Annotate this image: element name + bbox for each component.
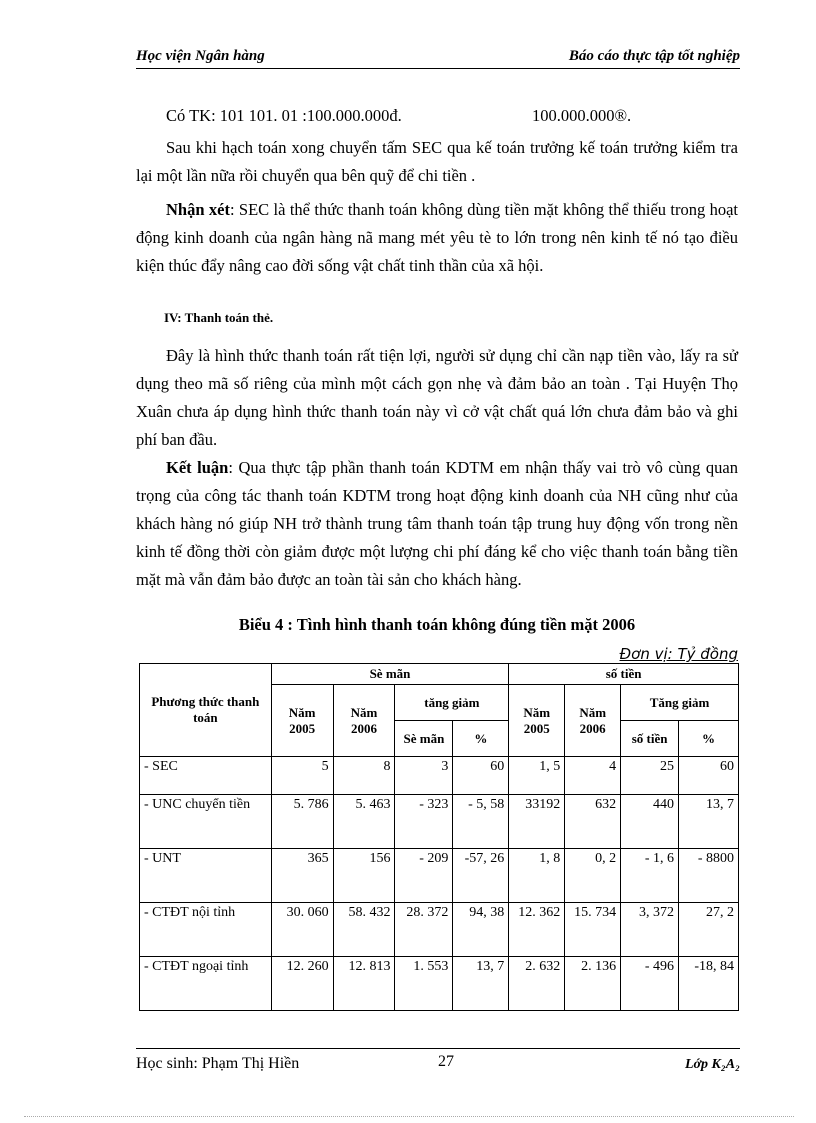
table-row [140,957,739,1011]
cell: 58. 432 [333,903,395,957]
page-number: 27 [438,1053,454,1070]
paragraph-remark [136,196,738,280]
cell: 15. 734 [565,903,621,957]
remark-text: : SEC là thể thức thanh toán không dùng tiền mặt không thể thiếu trong hoạt động kinh doanh của ngân hàng nã mang mét yêu tè to lớn trong nên kinh tế nó tạo điều kiện thúc đẩy nâng cao đời sống vật chất tinh thần của xã hội. [136,200,738,275]
cell: 60 [679,757,739,795]
cell: 13, 7 [679,795,739,849]
header-institution: Học viện Ngân hàng [136,48,265,64]
cell: - 209 [395,849,453,903]
cell: 94, 38 [453,903,509,957]
col-count-change: tăng giảm [395,685,509,721]
footer-student: Học sinh: Phạm Thị Hiền [136,1055,300,1072]
cell: 440 [621,795,679,849]
cell: 5 [271,757,333,795]
table-unit: Đơn vị: Tỷ đồng [619,645,738,663]
paragraph-sec-processing: Sau khi hạch toán xong chuyển tấm SEC qua kế toán trưởng kế toán trưởng kiểm tra lại một lần nữa rồi chuyển qua bên quỹ để chi tiền . [136,138,738,185]
cell: 2. 632 [509,957,565,1011]
row-label: - SEC [140,757,272,795]
cell: - 323 [395,795,453,849]
group-amount: số tiền [509,664,739,685]
cell: 28. 372 [395,903,453,957]
col-amount-change-pct: % [679,721,739,757]
cell: 12. 260 [271,957,333,1011]
footer-class: Lớp K₂A₂ [684,1057,740,1072]
table-row [140,757,739,795]
cell: 33192 [509,795,565,849]
section-heading-card-payment: IV: Thanh toán thẻ. [164,310,274,325]
table-row [140,849,739,903]
col-amount-2005: Năm 2005 [509,685,565,757]
cell: 30. 060 [271,903,333,957]
cell: 1. 553 [395,957,453,1011]
cell: 27, 2 [679,903,739,957]
row-label: - UNC chuyển tiền [140,795,272,849]
cell: 5. 786 [271,795,333,849]
group-count: Sè mãn [271,664,509,685]
cell: 4 [565,757,621,795]
cell: - 1, 6 [621,849,679,903]
cell: 365 [271,849,333,903]
table-title: Biểu 4 : Tình hình thanh toán không đúng tiền mặt 2006 [238,615,636,634]
col-count-change-pct: % [453,721,509,757]
cell: 13, 7 [453,957,509,1011]
entry-amount: 100.000.000®. [532,106,632,125]
page-footer [136,1048,740,1075]
cell: - 5, 58 [453,795,509,849]
cell: 3 [395,757,453,795]
table-row [140,903,739,957]
cell: 60 [453,757,509,795]
table-row [140,795,739,849]
cell: - 496 [621,957,679,1011]
cell: -18, 84 [679,957,739,1011]
row-label: - UNT [140,849,272,903]
cell: 8 [333,757,395,795]
cell: 25 [621,757,679,795]
page-boundary-divider [24,1116,794,1117]
col-amount-2006: Năm 2006 [565,685,621,757]
paragraph-card-payment: Đây là hình thức thanh toán rất tiện lợi, người sử dụng chỉ cần nạp tiền vào, lấy ra sử dụng theo mã số riêng của mình một cách gọn nhẹ và đảm bảo an toàn . Tại Huyện Thọ Xuân chưa áp dụng hình thức thanh toán này vì cở vật chất quá lớn chưa đảm bảo và ghi phí ban đầu. [136,346,738,449]
accounting-entry-line [136,102,738,130]
entry-text: Có TK: 101 101. 01 :100.000.000đ. [166,106,402,125]
cell: - 8800 [679,849,739,903]
remark-lead: Nhận xét [166,200,230,219]
col-amount-change: Tăng giảm [621,685,739,721]
cell: 1, 5 [509,757,565,795]
cell: -57, 26 [453,849,509,903]
conclusion-lead: Kết luận [166,458,229,477]
cell: 2. 136 [565,957,621,1011]
paragraph-conclusion [136,454,738,594]
cell: 12. 813 [333,957,395,1011]
header-report-title: Báo cáo thực tập tốt nghiệp [568,48,740,64]
row-label: - CTĐT nội tỉnh [140,903,272,957]
cell: 5. 463 [333,795,395,849]
cell: 3, 372 [621,903,679,957]
payment-table [139,663,739,1011]
cell: 632 [565,795,621,849]
row-label: - CTĐT ngoại tỉnh [140,957,272,1011]
cell: 12. 362 [509,903,565,957]
conclusion-text: : Qua thực tập phần thanh toán KDTM em nhận thấy vai trò vô cùng quan trọng của công tác thanh toán KDTM trong hoạt động kinh doanh của NH cũng như của khách hàng nó giúp NH trở thành trung tâm thanh toán tập trung huy động vốn trong nền kinh tế đồng thời còn giảm được một lượng chi phí đáng kể cho việc thanh toán bằng tiền mặt mà vẫn đảm bảo được an toàn tài sản cho khách hàng. [136,458,739,589]
cell: 156 [333,849,395,903]
col-method: Phương thức thanh toán [140,664,272,757]
col-count-change-value: Sè mãn [395,721,453,757]
cell: 1, 8 [509,849,565,903]
col-amount-change-value: số tiền [621,721,679,757]
cell: 0, 2 [565,849,621,903]
page-header [136,48,740,69]
col-count-2006: Năm 2006 [333,685,395,757]
col-count-2005: Năm 2005 [271,685,333,757]
